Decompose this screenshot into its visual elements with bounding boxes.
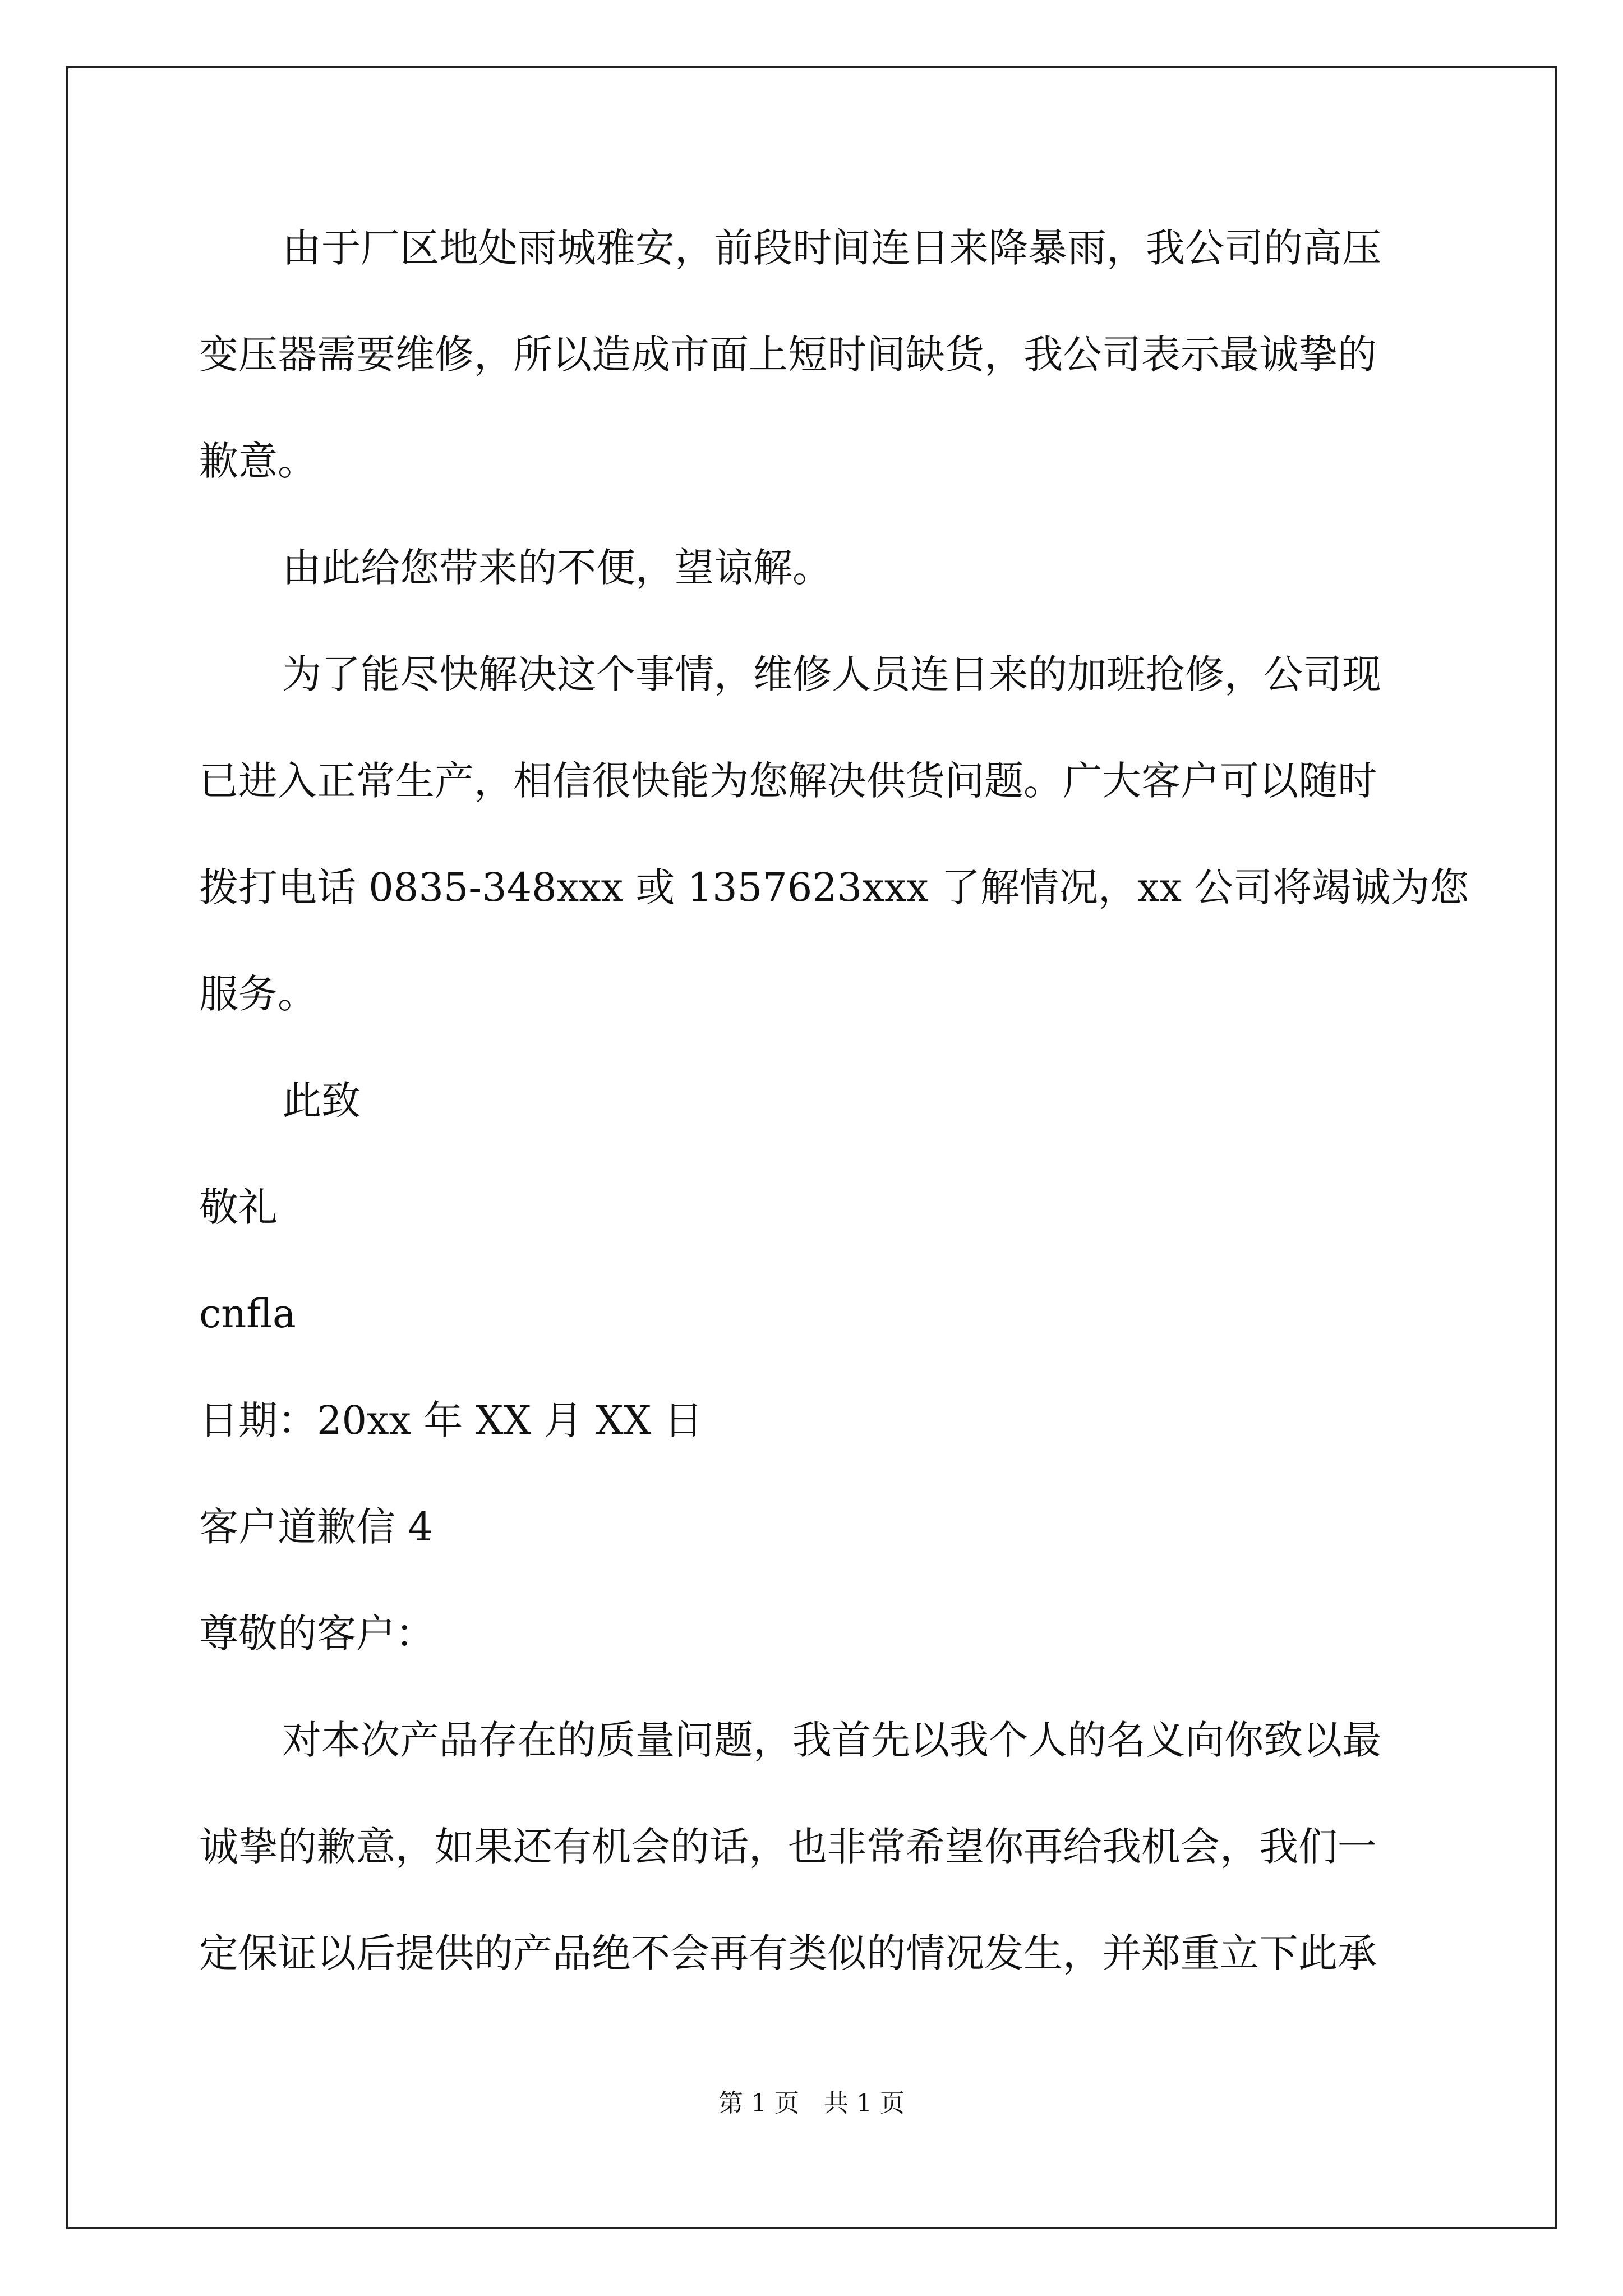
page-border	[66, 66, 1557, 2229]
paragraph-line: 拨打电话 0835-348xxx 或 1357623xxx 了解情况，xx 公司将竭诚为您	[199, 864, 1469, 910]
paragraph-line: 诚挚的歉意，如果还有机会的话，也非常希望你再给我机会，我们一	[199, 1824, 1377, 1870]
closing-line: 此致	[282, 1078, 361, 1124]
signature: cnfla	[199, 1291, 296, 1337]
salutation: 尊敬的客户：	[199, 1611, 435, 1657]
date-line: 日期：20xx 年 XX 月 XX 日	[199, 1397, 703, 1443]
paragraph-line: 变压器需要维修，所以造成市面上短时间缺货，我公司表示最诚挚的	[199, 332, 1377, 378]
paragraph-line: 歉意。	[199, 438, 317, 484]
page-number-footer: 第 1 页 共 1 页	[718, 2089, 905, 2118]
section-title: 客户道歉信 4	[199, 1504, 433, 1550]
paragraph-line: 由此给您带来的不便，望谅解。	[282, 545, 832, 591]
paragraph-line: 为了能尽快解决这个事情，维修人员连日来的加班抢修，公司现	[282, 651, 1381, 697]
paragraph-line: 已进入正常生产，相信很快能为您解决供货问题。广大客户可以随时	[199, 758, 1377, 804]
closing-salutation: 敬礼	[199, 1184, 278, 1230]
paragraph-line: 对本次产品存在的质量问题，我首先以我个人的名义向你致以最	[282, 1717, 1381, 1763]
paragraph-line: 由于厂区地处雨城雅安，前段时间连日来降暴雨，我公司的高压	[282, 225, 1381, 271]
paragraph-line: 服务。	[199, 971, 317, 1017]
paragraph-line: 定保证以后提供的产品绝不会再有类似的情况发生，并郑重立下此承	[199, 1930, 1377, 1976]
